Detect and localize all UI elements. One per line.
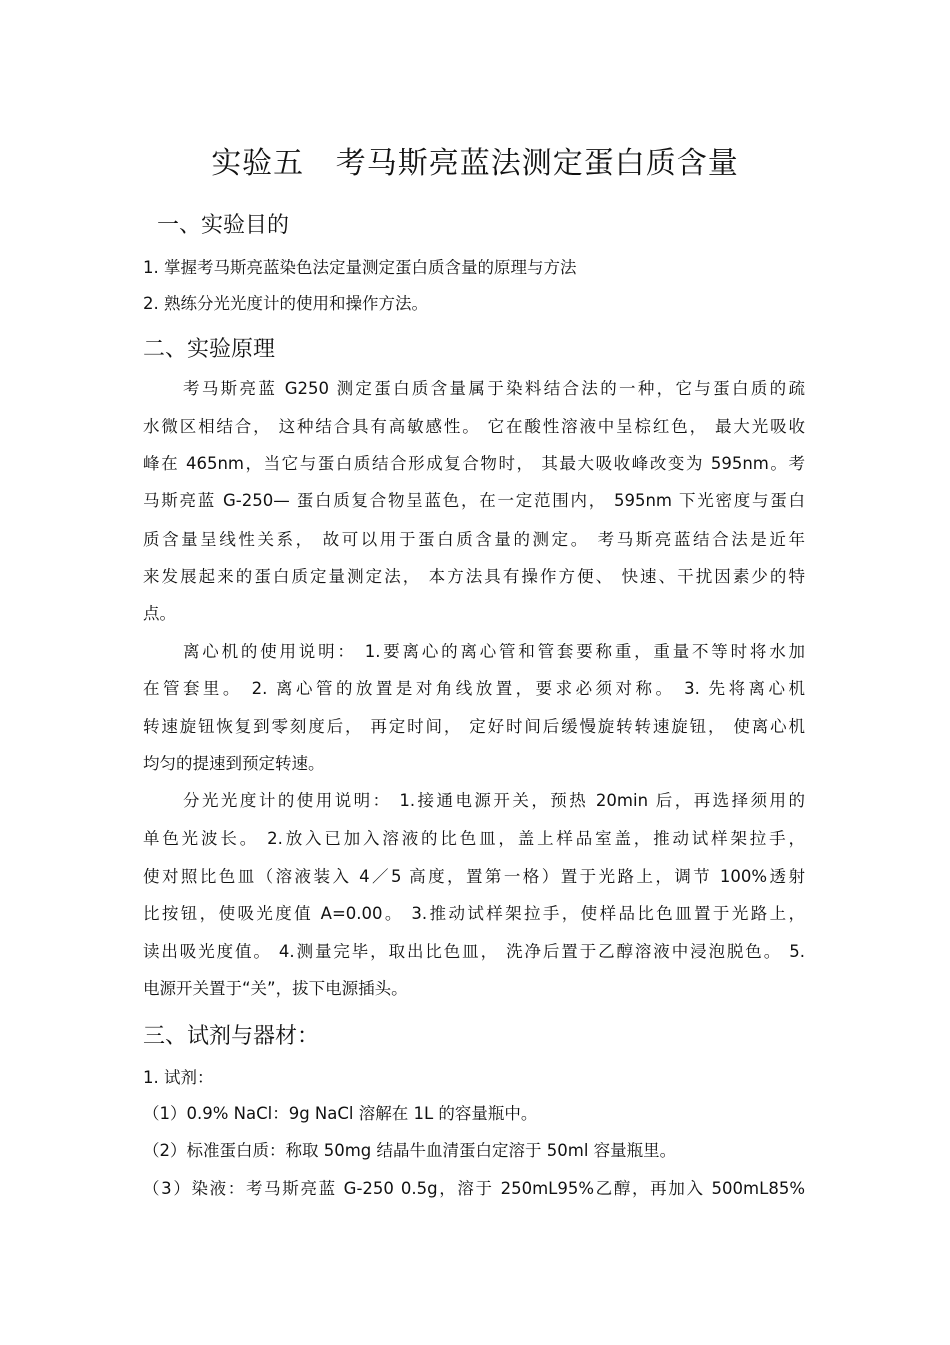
principle-line: 马斯亮蓝 G-250— 蛋白质复合物呈蓝色，在一定范围内， 595nm 下光密度与蛋白 — [143, 491, 805, 510]
spectrophotometer-line: 比按钮，使吸光度值 A=0.00。 3.推动试样架拉手，使样品比色皿置于光路上， — [143, 904, 805, 923]
centrifuge-line: 均匀的提速到预定转速。 — [143, 754, 325, 773]
document-title: 实验五 考马斯亮蓝法测定蛋白质含量 — [211, 146, 739, 181]
reagent-line: （3）染液：考马斯亮蓝 G-250 0.5g，溶于 250mL95%乙醇，再加入 500mL85% — [143, 1179, 805, 1198]
spectrophotometer-line: 使对照比色皿（溶液装入 4／5 高度，置第一格）置于光路上，调节 100%透射 — [143, 867, 805, 886]
purpose-item-2: 2. 熟练分光光度计的使用和操作方法。 — [143, 294, 428, 313]
reagent-line: （2）标准蛋白质：称取 50mg 结晶牛血清蛋白定溶于 50ml 容量瓶里。 — [143, 1141, 677, 1160]
reagent-line: 1. 试剂： — [143, 1068, 214, 1087]
principle-line: 质含量呈线性关系， 故可以用于蛋白质含量的测定。 考马斯亮蓝结合法是近年 — [143, 530, 805, 549]
spectrophotometer-line: 单色光波长。 2.放入已加入溶液的比色皿，盖上样品室盖，推动试样架拉手， — [143, 829, 805, 848]
principle-line: 考马斯亮蓝 G250 测定蛋白质含量属于染料结合法的一种，它与蛋白质的疏 — [183, 379, 805, 398]
principle-line: 来发展起来的蛋白质定量测定法， 本方法具有操作方便、 快速、干扰因素少的特 — [143, 567, 805, 586]
principle-line: 峰在 465nm，当它与蛋白质结合形成复合物时， 其最大吸收峰改变为 595nm。考 — [143, 454, 805, 473]
section-heading-reagents: 三、试剂与器材： — [143, 1024, 320, 1049]
section-heading-purpose: 一、实验目的 — [157, 213, 290, 238]
centrifuge-line: 转速旋钮恢复到零刻度后， 再定时间， 定好时间后缓慢旋转转速旋钮， 使离心机 — [143, 717, 805, 736]
principle-line: 水微区相结合， 这种结合具有高敏感性。 它在酸性溶液中呈棕红色， 最大光吸收 — [143, 417, 805, 436]
spectrophotometer-line: 读出吸光度值。 4.测量完毕，取出比色皿， 洗净后置于乙醇溶液中浸泡脱色。 5. — [143, 942, 805, 961]
section-heading-principle: 二、实验原理 — [143, 337, 276, 362]
spectrophotometer-line: 电源开关置于“关”，拔下电源插头。 — [143, 979, 408, 998]
purpose-item-1: 1. 掌握考马斯亮蓝染色法定量测定蛋白质含量的原理与方法 — [143, 258, 577, 277]
principle-line: 点。 — [143, 604, 176, 623]
centrifuge-line: 离心机的使用说明： 1.要离心的离心管和管套要称重，重量不等时将水加 — [183, 642, 805, 661]
centrifuge-line: 在管套里。 2. 离心管的放置是对角线放置，要求必须对称。 3. 先将离心机 — [143, 679, 805, 698]
spectrophotometer-line: 分光光度计的使用说明： 1.接通电源开关，预热 20min 后，再选择须用的 — [183, 791, 805, 810]
reagent-line: （1）0.9% NaCl：9g NaCl 溶解在 1L 的容量瓶中。 — [143, 1104, 538, 1123]
